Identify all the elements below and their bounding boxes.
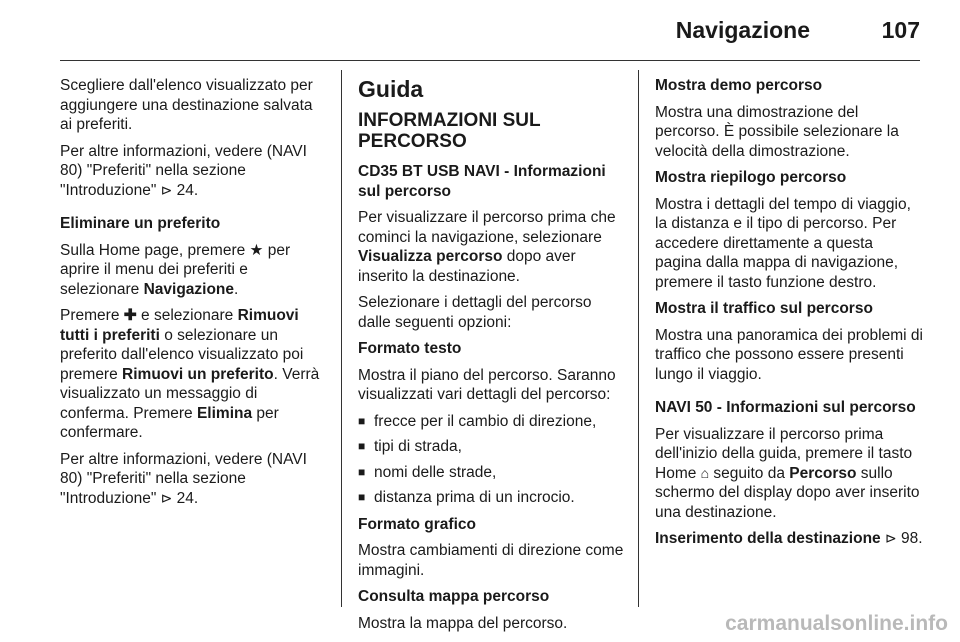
text: per aprire il menu dei preferiti e selezionare <box>60 241 291 298</box>
paragraph <box>358 208 626 286</box>
plus-icon: ✚ <box>123 307 137 324</box>
text: Per visualizzare il percorso prima dell'inizio della guida, premere il tasto Home <box>655 425 913 482</box>
option-heading: Mostra il traffico sul percorso <box>655 300 873 317</box>
ui-term: Rimuovi tutti i preferiti <box>60 307 299 344</box>
text: per confermare. <box>60 404 279 441</box>
reference-text: Per altre informazioni, vedere (NAVI 80) "Preferiti" nella sezione "Introduzione" <box>60 142 307 199</box>
text: dopo aver inserito la destinazione. <box>358 248 576 285</box>
reference-arrow-icon: ⊳ <box>160 489 173 506</box>
paragraph <box>60 241 328 300</box>
page-reference: 24. <box>176 181 199 199</box>
option-heading: Formato testo <box>358 340 462 357</box>
star-icon: ★ <box>249 241 264 259</box>
paragraph-reference <box>60 142 328 201</box>
subsection-heading: NAVI 50 - Informazioni sul percorso <box>655 399 916 416</box>
column-2 <box>358 76 626 640</box>
reference-arrow-icon: ⊳ <box>160 181 173 198</box>
option-description: Mostra una panoramica dei problemi di traffico che possono essere presenti lungo il viaggio. <box>655 326 923 383</box>
paragraph: Scegliere dall'elenco visualizzato per aggiungere una destinazione salvata ai preferiti. <box>60 77 313 133</box>
text: o selezionare un preferito dall'elenco visualizzato poi premere <box>60 326 304 383</box>
list-item: ■ distanza prima di un incrocio. <box>358 488 626 508</box>
ui-term: Elimina <box>196 404 253 422</box>
paragraph-reference <box>60 450 328 509</box>
ui-term: Rimuovi un preferito <box>122 365 274 383</box>
page-header-title: Navigazione <box>675 17 810 43</box>
option-description: Mostra i dettagli del tempo di viaggio, la distanza e il tipo di percorso. Per accedere direttamente a questa pagina dalla mappa di navigazione, premere il tasto funzione destro. <box>655 195 911 291</box>
option-heading: Formato grafico <box>358 515 476 533</box>
option-description: Mostra la mappa del percorso. <box>358 614 568 632</box>
text: . <box>234 280 239 298</box>
text: Sulla Home page, premere <box>60 241 250 259</box>
text: e selezionare <box>136 307 238 324</box>
ui-term: Inserimento della destinazione <box>655 530 881 547</box>
list-item: ■ nomi delle strade, <box>358 463 626 483</box>
reference-text: Per altre informazioni, vedere (NAVI 80) "Preferiti" nella sezione "Introduzione" <box>60 450 307 507</box>
page-number: 107 <box>881 17 920 43</box>
text: Premere <box>60 307 124 324</box>
option-heading: Mostra demo percorso <box>655 77 823 94</box>
column-divider-1 <box>341 70 342 607</box>
text: . Verrà visualizzato un messaggio di conferma. Premere <box>60 365 320 422</box>
paragraph <box>60 306 328 443</box>
text: seguito da <box>709 464 790 482</box>
header-rule <box>60 60 920 61</box>
option-heading: Mostra riepilogo percorso <box>655 169 847 186</box>
page-reference: 98. <box>901 530 923 547</box>
column-1 <box>60 76 328 515</box>
watermark: carmanualsonline.info <box>725 612 948 635</box>
option-description: Mostra il piano del percorso. Saranno visualizzati vari dettagli del percorso: <box>358 366 616 403</box>
subsection-heading: CD35 BT USB NAVI - Informazioni sul percorso <box>358 163 606 200</box>
paragraph: Selezionare i dettagli del percorso dalle seguenti opzioni: <box>358 294 592 331</box>
text: sullo schermo del display dopo aver inserito una destinazione. <box>655 464 920 521</box>
chapter-heading: Guida <box>358 76 424 102</box>
paragraph <box>655 425 923 523</box>
text: Per visualizzare il percorso prima che cominci la navigazione, selezionare <box>358 209 616 246</box>
ui-term: Percorso <box>789 464 857 482</box>
home-icon: ⌂ <box>700 464 710 481</box>
section-heading: Eliminare un preferito <box>60 215 221 232</box>
bullet-list <box>358 412 626 508</box>
section-title: INFORMAZIONI SUL PERCORSO <box>358 110 541 152</box>
ui-term: Navigazione <box>143 280 235 298</box>
ui-term: Visualizza percorso <box>358 248 503 265</box>
paragraph-reference <box>655 529 923 549</box>
list-item: ■ tipi di strada, <box>358 437 626 457</box>
option-description: Mostra cambiamenti di direzione come immagini. <box>358 542 624 579</box>
column-3 <box>655 76 923 556</box>
option-heading: Consulta mappa percorso <box>358 588 550 605</box>
column-divider-2 <box>638 70 639 607</box>
option-description: Mostra una dimostrazione del percorso. È possibile selezionare la velocità della dimostrazione. <box>655 103 899 160</box>
list-item: ■ frecce per il cambio di direzione, <box>358 412 626 432</box>
page-reference: 24. <box>176 489 199 507</box>
reference-arrow-icon: ⊳ <box>884 530 897 546</box>
